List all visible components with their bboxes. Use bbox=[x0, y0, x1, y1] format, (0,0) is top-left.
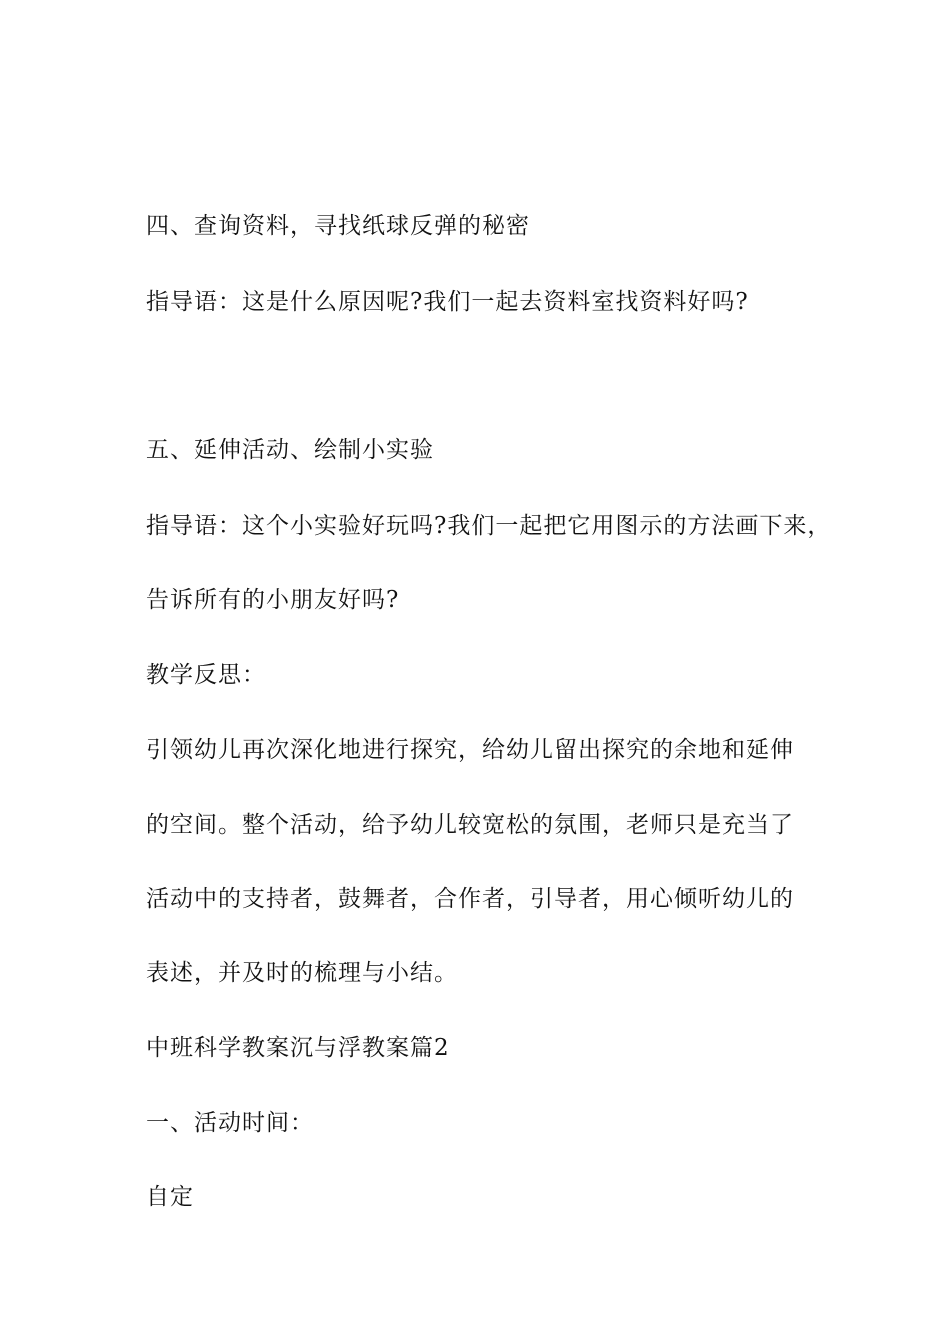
lesson-plan-title: 中班科学教案沉与浮教案篇2 bbox=[146, 1035, 450, 1061]
guide-text-why: 指导语：这是什么原因呢?我们一起去资料室找资料好吗? bbox=[146, 289, 749, 315]
reflection-paragraph-line-2: 的空间。整个活动，给予幼儿较宽松的氛围，老师只是充当了 bbox=[146, 812, 794, 838]
reflection-paragraph-line-4: 表述，并及时的梳理与小结。 bbox=[146, 960, 458, 986]
section-heading-extension-activity: 五、延伸活动、绘制小实验 bbox=[146, 437, 434, 463]
guide-text-draw-continued: 告诉所有的小朋友好吗? bbox=[146, 587, 400, 613]
guide-text-draw: 指导语：这个小实验好玩吗?我们一起把它用图示的方法画下来， bbox=[146, 513, 832, 539]
activity-time-heading: 一、活动时间： bbox=[146, 1110, 314, 1136]
reflection-heading: 教学反思： bbox=[146, 662, 266, 688]
reflection-paragraph-line-1: 引领幼儿再次深化地进行探究，给幼儿留出探究的余地和延伸 bbox=[146, 737, 794, 763]
activity-time-value: 自定 bbox=[146, 1184, 194, 1210]
reflection-paragraph-line-3: 活动中的支持者，鼓舞者，合作者，引导者，用心倾听幼儿的 bbox=[146, 886, 794, 912]
section-heading-query-materials: 四、查询资料，寻找纸球反弹的秘密 bbox=[146, 213, 530, 239]
